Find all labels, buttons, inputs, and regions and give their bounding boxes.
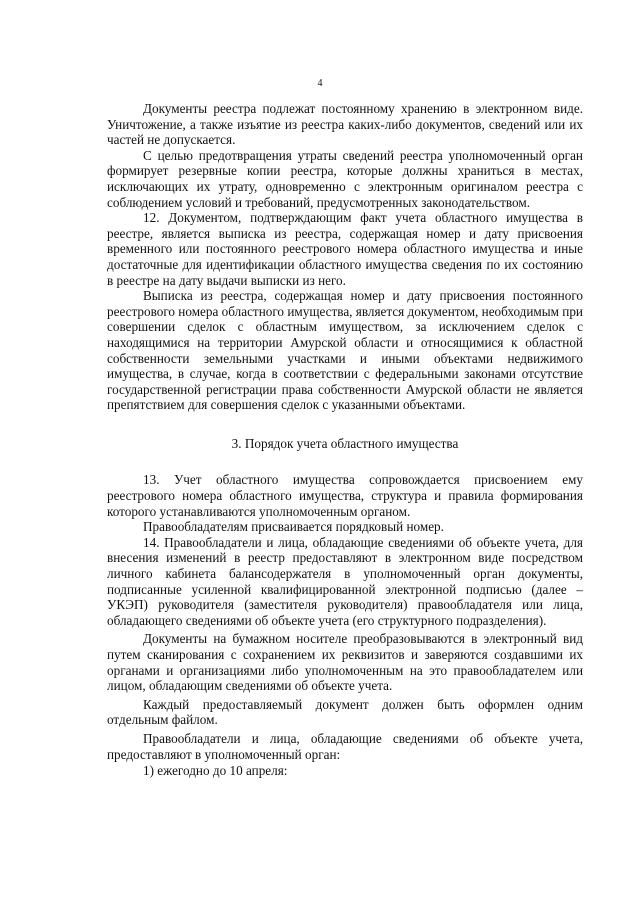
document-body (107, 101, 583, 779)
paragraph-storage: Документы реестра подлежат постоянному хранению в электронном виде. Уничтожение, а также изъятие из реестра каких-либо документов, сведений или их частей не допускается. (107, 101, 583, 148)
paragraph-item-12: 12. Документом, подтверждающим факт учета областного имущества в реестре, является выписка из реестра, содержащая номер и дату присвоения временного или постоянного реестрового номера областного имущества и иные достаточные для идентификации областного имущества сведения по их состоянию в реестре на дату выдачи выписки из него. (107, 210, 583, 288)
paragraph-separate-file: Каждый предоставляемый документ должен быть оформлен одним отдельным файлом. (107, 696, 583, 728)
paragraph-item-13: 13. Учет областного имущества сопровождается присвоением ему реестрового номера областного имущества, структура и правила формирования которого устанавливаются уполномоченным органом. (107, 472, 583, 519)
paragraph-extract: Выписка из реестра, содержащая номер и дату присвоения постоянного реестрового номера областного имущества, является документом, необходимым при совершении сделок с областным имуществом, за исключением сделок с находящимися на территории Амурской области и относящимися к областной собственности земельными участками и иными объектами недвижимого имущества, в случае, когда в соответствии с федеральными законами отсутствие государственной регистрации права собственности Амурской области не является препятствием для совершения сделок с указанными объектами. (107, 288, 583, 413)
paragraph-paper-documents: Документы на бумажном носителе преобразовываются в электронный вид путем сканирования с сохранением их реквизитов и заверяются создавшими их органами и организациями либо уполномоченным на это правообладателем или лицом, обладающим сведениями об объекте учета. (107, 631, 583, 694)
paragraph-item-14: 14. Правообладатели и лица, обладающие сведениями об объекте учета, для внесения изменений в реестр предоставляют в электронном виде посредством личного кабинета балансодержателя в уполномоченный орган документы, подписанные усиленной квалифицированной электронной подписью (далее – УКЭП) руководителя (заместителя руководителя) правообладателя или лица, обладающего сведениями об объекте учета (его структурного подразделения). (107, 534, 583, 628)
list-item-annually: 1) ежегодно до 10 апреля: (143, 763, 288, 779)
paragraph-submit-to-authority: Правообладатели и лица, обладающие сведениями об объекте учета, предоставляют в уполномоченный орган: (107, 730, 583, 762)
paragraph-ordinal-number: Правообладателям присваивается порядковый номер. (143, 519, 444, 535)
paragraph-backup-copies: С целью предотвращения утраты сведений реестра уполномоченный орган формирует резервные копии реестра, которые должны храниться в местах, исключающих их утрату, одновременно с электронным оригиналом реестра с соблюдением условий и требований, предусмотренных законодательством. (107, 147, 583, 210)
section-heading: 3. Порядок учета областного имущества (231, 435, 459, 451)
page-number: 4 (317, 78, 323, 89)
